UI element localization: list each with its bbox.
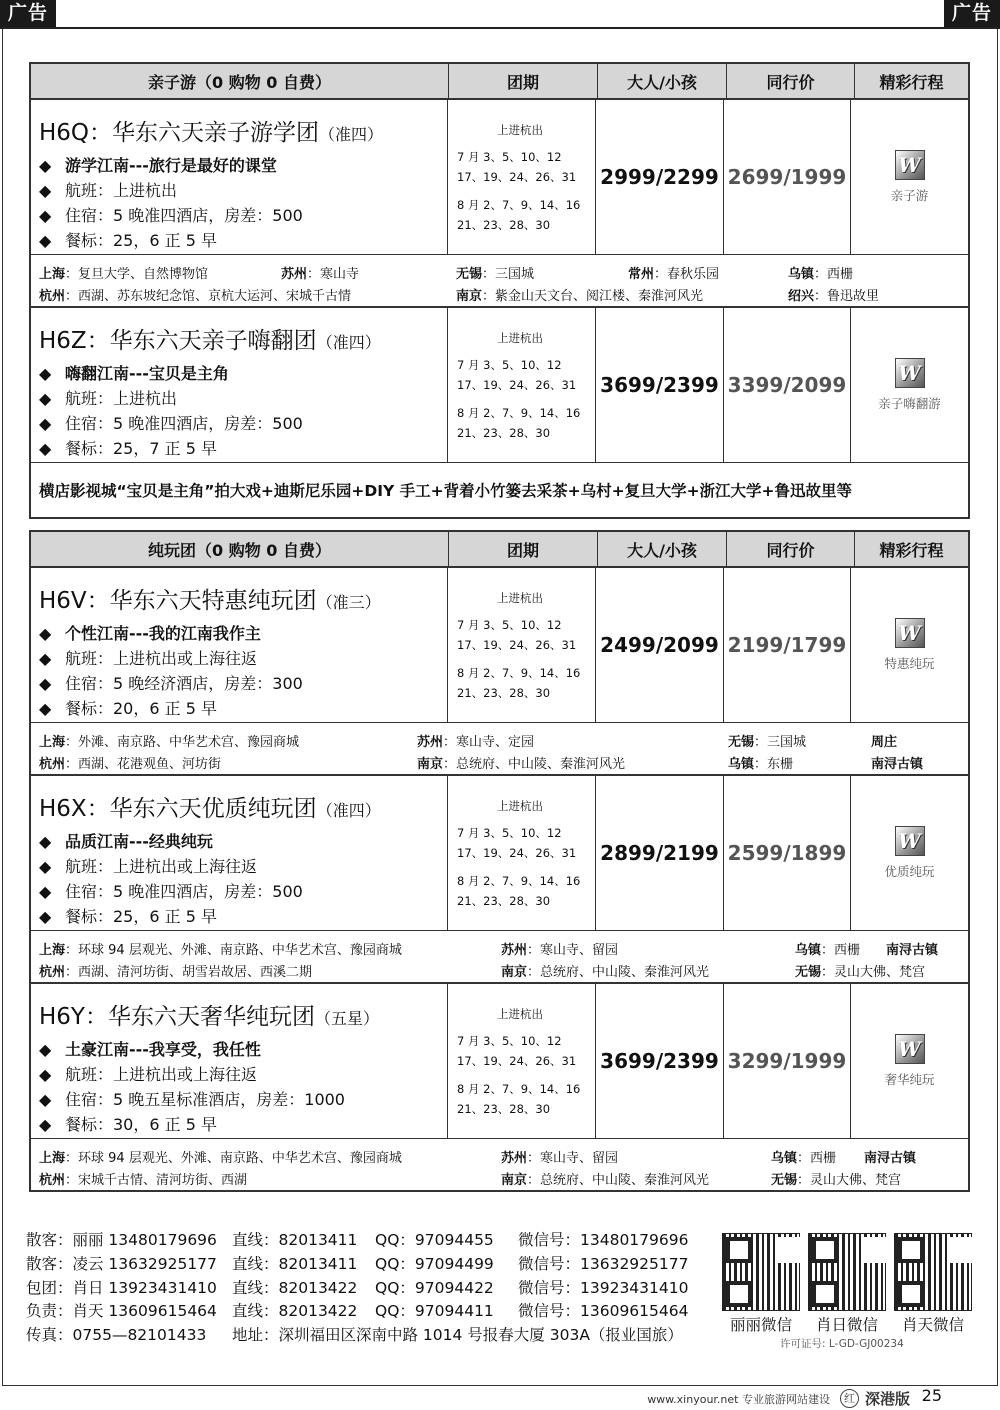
tour-flight: ◆ 航班：上进杭出 [39,181,178,200]
tour-dates: 上进杭出 7 月 3、5、10、12 17、19、24、26、31 8 月 2、7、9、14、16 21、23、28、30 [448,984,596,1138]
word-document-icon[interactable]: W [895,618,925,648]
header-itinerary: 精彩行程 [879,72,944,92]
peer-price: 3299/1999 [724,984,851,1138]
contact-row: 散客：丽丽 13480179696 直线：82013411 QQ：97094455 微信号：13480179696 [26,1231,689,1249]
itinerary-link[interactable]: W 亲子嗨翻游 [851,308,968,462]
tour-block [29,568,970,1192]
family-tours-table [29,62,970,519]
word-document-icon[interactable]: W [895,1034,925,1064]
tour-title: H6Y：华东六天奢华纯玩团（五星） [39,1004,379,1030]
fax-address-row [26,1324,716,1348]
tour-info [31,776,448,930]
tour-title: H6X：华东六天优质纯玩团（准四） [39,796,381,822]
header-peer-price: 同行价 [727,532,855,566]
tour-hotel: ◆ 住宿：5 晚准四酒店，房差：500 [39,414,303,433]
tour-dates: 上进杭出 7 月 3、5、10、12 17、19、24、26、31 8 月 2、7、9、14、16 21、23、28、30 [448,568,596,722]
header-dates: 团期 [449,532,598,566]
tour-hotel: ◆ 住宿：5 晚五星标准酒店，房差：1000 [39,1090,345,1109]
footer-edition: 深港版 [864,1390,910,1408]
qr-xiaori: 肖日微信 [808,1233,886,1335]
tour-row [31,100,968,255]
table-header [29,530,970,568]
tour-info [31,984,448,1138]
word-document-icon[interactable]: W [895,358,925,388]
itinerary-link[interactable]: W 奢华纯玩 [851,984,968,1138]
itinerary-link[interactable]: W 亲子游 [851,100,968,254]
tour-meal: ◆ 餐标：25，7 正 5 早 [39,439,217,458]
header-adult-child: 大人/小孩 [598,532,727,566]
tour-block [29,100,970,519]
header-category: 亲子游（0 购物 0 自费） [31,64,449,98]
fax: 传真：0755—82101433 [26,1326,207,1345]
attractions-row: 上海：环球 94 层观光、外滩、南京路、中华艺术宫、豫园商城 苏州：寒山寺、留园 乌镇：西栅 南浔古镇 杭州：西湖、清河坊街、胡雪岩故居、西溪二期 南京：总统府、中山陵、秦淮河风光 无锡：灵山大佛、梵宫 [31,931,968,984]
tour-meal: ◆ 餐标：25，6 正 5 早 [39,231,217,250]
footer-site: www.xinyour.net 专业旅游网站建设 [647,1392,830,1406]
contact-row: 负责：肖天 13609615464 直线：82013422 QQ：97094411 微信号：13609615464 [26,1302,689,1321]
adult-child-price: 3699/2399 [596,308,724,462]
tour-flight: ◆ 航班：上进杭出或上海往返 [39,857,258,876]
tour-slogan: ◆ 游学江南---旅行是最好的课堂 [39,156,277,175]
tour-meal: ◆ 餐标：30，6 正 5 早 [39,1115,217,1134]
tour-slogan: ◆ 土豪江南---我享受，我任性 [39,1040,261,1059]
header-category: 纯玩团（0 购物 0 自费） [31,532,449,566]
qr-lili: 丽丽微信 [722,1233,800,1335]
license-number: 许可证号: L-GD-GJ00234 [780,1338,904,1350]
tour-meal: ◆ 餐标：25，6 正 5 早 [39,907,217,926]
tour-slogan: ◆ 品质江南---经典纯玩 [39,832,213,851]
itinerary-link[interactable]: W 特惠纯玩 [851,568,968,722]
word-document-icon[interactable]: W [895,826,925,856]
qr-xiaotian: 肖天微信 [894,1233,972,1335]
adult-child-price: 2899/2199 [596,776,724,930]
tour-dates: 上进杭出 7 月 3、5、10、12 17、19、24、26、31 8 月 2、7、9、14、16 21、23、28、30 [448,776,596,930]
ad-label-right: 广告 [944,0,1000,27]
tour-dates: 上进杭出 7 月 3、5、10、12 17、19、24、26、31 8 月 2、7、9、14、16 21、23、28、30 [448,100,596,254]
header-dates: 团期 [449,64,598,98]
attractions-row: 上海：外滩、南京路、中华艺术宫、豫园商城 苏州：寒山寺、定园 无锡：三国城 周庄 杭州：西湖、花港观鱼、河坊街 南京：总统府、中山陵、秦淮河风光 乌镇：东栅 南浔古镇 [31,723,968,776]
tour-slogan: ◆ 嗨翻江南---宝贝是主角 [39,364,229,383]
tour-flight: ◆ 航班：上进杭出或上海往返 [39,649,258,668]
tour-row [31,568,968,723]
tour-title: H6V：华东六天特惠纯玩团（准三） [39,588,381,614]
tour-slogan: ◆ 个性江南---我的江南我作主 [39,624,261,643]
adult-child-price: 3699/2399 [596,984,724,1138]
tour-info [31,568,448,722]
tour-flight: ◆ 航班：上进杭出或上海往返 [39,1065,258,1084]
qr-code-icon [808,1233,886,1311]
page-footer [647,1388,910,1409]
page-number: 25 [921,1386,942,1405]
table-header [29,62,970,100]
tour-row [31,984,968,1139]
adult-child-price: 2999/2299 [596,100,724,254]
itinerary-link[interactable]: W 优质纯玩 [851,776,968,930]
tour-info [31,100,448,254]
header-peer-price: 同行价 [727,64,855,98]
contact-row: 包团：肖日 13923431410 直线：82013422 QQ：97094422 微信号：13923431410 [26,1278,689,1297]
address: 地址：深圳福田区深南中路 1014 号报春大厦 303A（报业国旅） [232,1326,683,1345]
tour-row [31,308,968,463]
peer-price: 2699/1999 [724,100,851,254]
tour-title: H6Q：华东六天亲子游学团（准四） [39,120,384,146]
promo-banner: 横店影视城“宝贝是主角”拍大戏+迪斯尼乐园+DIY 手工+背着小竹篓去采茶+乌村+复旦大学+浙江大学+鲁迅故里等 [39,482,853,500]
footer-circle-mark: 红 [840,1389,859,1408]
tour-hotel: ◆ 住宿：5 晚准四酒店，房差：500 [39,206,303,225]
attractions-row: 上海：复旦大学、自然博物馆 苏州：寒山寺 无锡：三国城 常州：春秋乐园 乌镇：西栅 杭州：西湖、苏东坡纪念馆、京杭大运河、宋城千古情 南京：紫金山天文台、阅江楼、秦淮河风光 绍兴：鲁迅故里 [31,255,968,308]
tour-dates: 上进杭出 7 月 3、5、10、12 17、19、24、26、31 8 月 2、7、9、14、16 21、23、28、30 [448,308,596,462]
word-document-icon[interactable]: W [895,150,925,180]
contact-row: 散客：凌云 13632925177 直线：82013411 QQ：97094499 微信号：13632925177 [26,1254,689,1273]
qr-code-icon [722,1233,800,1311]
tour-meal: ◆ 餐标：20，6 正 5 早 [39,699,217,718]
peer-price: 2199/1799 [724,568,851,722]
ad-label-left: 广告 [0,0,56,27]
header-adult-child: 大人/小孩 [598,64,727,98]
tour-row [31,776,968,931]
qr-code-icon [894,1233,972,1311]
tour-hotel: ◆ 住宿：5 晚经济酒店，房差：300 [39,674,303,693]
tour-flight: ◆ 航班：上进杭出 [39,389,178,408]
adult-child-price: 2499/2099 [596,568,724,722]
contact-list [26,1229,716,1348]
header-itinerary: 精彩行程 [879,540,944,560]
tour-info [31,308,448,462]
peer-price: 2599/1899 [724,776,851,930]
attractions-row: 上海：环球 94 层观光、外滩、南京路、中华艺术宫、豫园商城 苏州：寒山寺、留园 乌镇：西栅 南浔古镇 杭州：宋城千古情、清河坊街、西湖 南京：总统府、中山陵、秦淮河风光 无锡：灵山大佛、梵宫 [39,1151,917,1188]
pure-tours-table [29,530,970,1192]
peer-price: 3399/2099 [724,308,851,462]
tour-hotel: ◆ 住宿：5 晚准四酒店，房差：500 [39,882,303,901]
tour-title: H6Z：华东六天亲子嗨翻团（准四） [39,328,381,354]
